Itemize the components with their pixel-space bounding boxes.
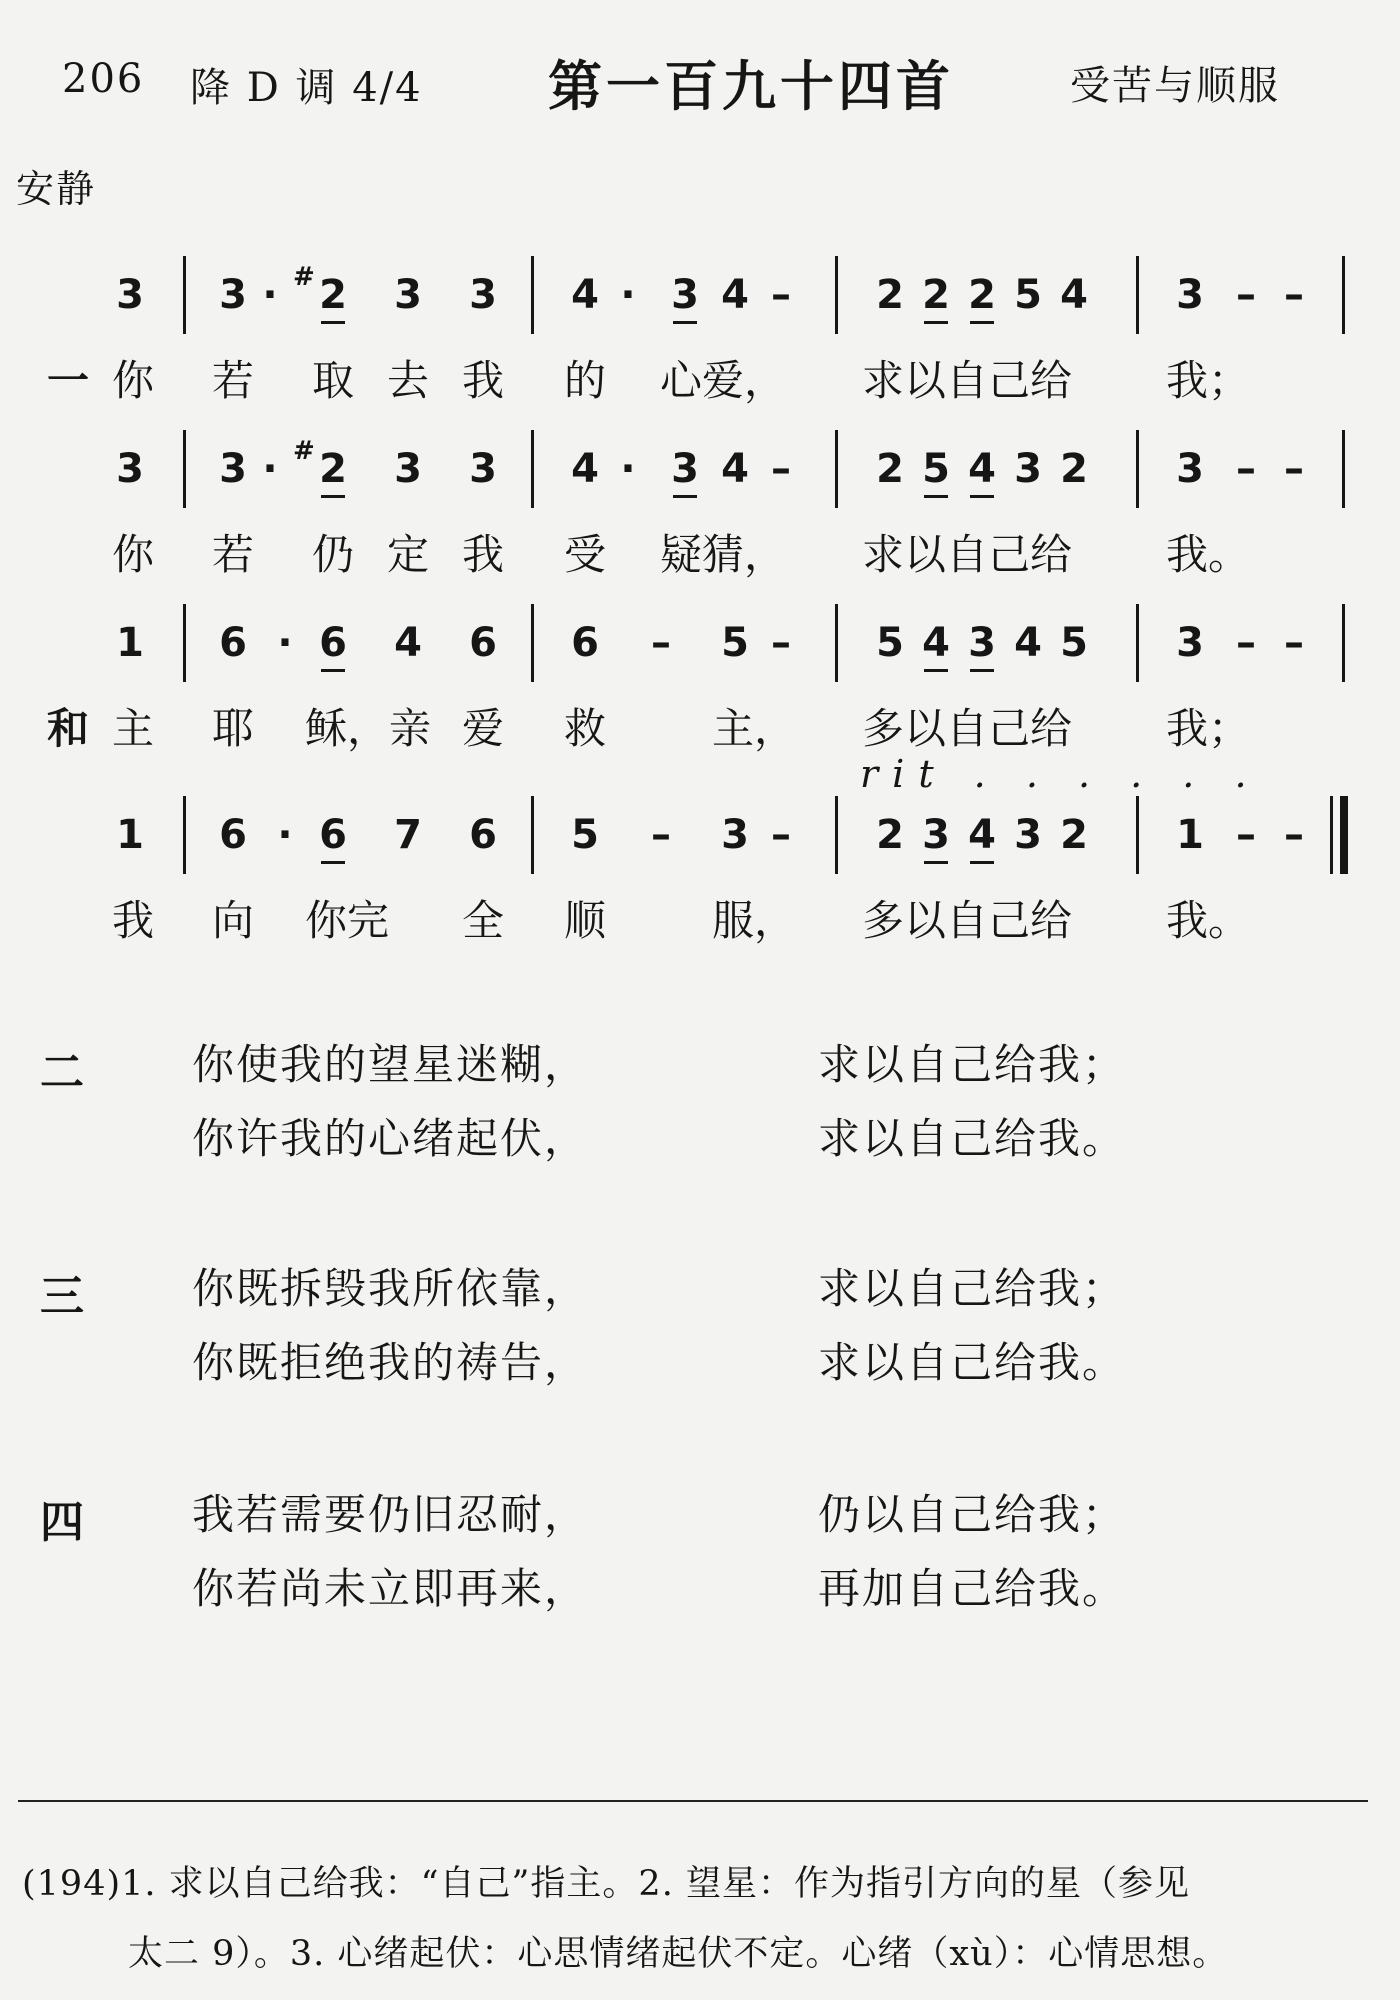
lyric: 你	[111, 356, 154, 405]
lyric: 耶	[211, 704, 254, 753]
note: 3	[1014, 446, 1042, 492]
lyric: 我。	[1166, 896, 1251, 945]
dash: –	[771, 446, 791, 492]
dash: –	[1284, 620, 1304, 666]
note: 3	[914, 812, 958, 858]
lyric: 心爱，	[660, 356, 787, 405]
note: 4	[914, 620, 958, 666]
dot: ·	[620, 446, 636, 492]
note: 2	[876, 446, 904, 492]
note: 2	[1060, 446, 1088, 492]
bar-line	[183, 430, 186, 508]
bar-line	[1342, 430, 1345, 508]
dash: –	[771, 812, 791, 858]
verse-text: 你既拆毁我所依靠，	[192, 1264, 589, 1313]
sharp-sign: #	[293, 436, 315, 466]
lyric: 求以自己给	[862, 530, 1073, 579]
bar-line	[835, 796, 838, 874]
ritardando-marking: rit . . . . . .	[860, 752, 1261, 796]
lyric: 取	[311, 356, 354, 405]
note: 2	[876, 812, 904, 858]
note: 2	[960, 272, 1004, 318]
note: 4	[571, 272, 599, 318]
dash: –	[771, 620, 791, 666]
dash: –	[1236, 620, 1256, 666]
lyric: 我。	[1166, 530, 1251, 579]
note: 6	[219, 620, 247, 666]
lyric: 你完	[305, 896, 390, 945]
note: 5	[914, 446, 958, 492]
bar-line	[1342, 256, 1345, 334]
bar-line	[531, 430, 534, 508]
note: 4	[1060, 272, 1088, 318]
final-bar-line-thick	[1340, 796, 1348, 874]
note: 3	[116, 446, 144, 492]
note: 3	[960, 620, 1004, 666]
lyric: 救	[563, 704, 606, 753]
bar-line	[1342, 604, 1345, 682]
note: 3	[1176, 620, 1204, 666]
dot: ·	[620, 272, 636, 318]
note: 1	[1176, 812, 1204, 858]
note: 2	[876, 272, 904, 318]
lyric: 向	[211, 896, 254, 945]
note: 6	[311, 620, 355, 666]
lyric: 仍	[311, 530, 354, 579]
note: 3	[1176, 272, 1204, 318]
dot: ·	[262, 446, 278, 492]
note: 6	[469, 620, 497, 666]
verse-refrain: 求以自己给我。	[818, 1338, 1127, 1387]
verse-refrain: 求以自己给我；	[818, 1040, 1127, 1089]
note: 5	[876, 620, 904, 666]
lyric: 顺	[563, 896, 606, 945]
note: 7	[394, 812, 422, 858]
lyric: 你	[111, 530, 154, 579]
note: 3	[469, 446, 497, 492]
note: 2	[311, 272, 355, 318]
lyric: 求以自己给	[862, 356, 1073, 405]
lyric: 爱	[461, 704, 504, 753]
note: 3	[219, 446, 247, 492]
note: 4	[721, 272, 749, 318]
note: 3	[394, 272, 422, 318]
note: 2	[1060, 812, 1088, 858]
final-bar-line-thin	[1330, 796, 1333, 874]
lyric: 我；	[1166, 356, 1251, 405]
dot: ·	[277, 812, 293, 858]
note: 4	[571, 446, 599, 492]
bar-line	[1136, 256, 1139, 334]
note: 6	[469, 812, 497, 858]
note: 5	[721, 620, 749, 666]
verse-refrain: 再加自己给我。	[818, 1564, 1127, 1613]
bar-line	[183, 256, 186, 334]
lyric: 的	[563, 356, 606, 405]
dot: ·	[277, 620, 293, 666]
dot: ·	[262, 272, 278, 318]
note: 1	[116, 812, 144, 858]
verse-number: 二	[40, 1047, 84, 1098]
bar-line	[1136, 796, 1139, 874]
page-number: 206	[62, 56, 145, 102]
lyric: 服，	[712, 896, 797, 945]
note: 3	[721, 812, 749, 858]
verse-refrain: 求以自己给我；	[818, 1264, 1127, 1313]
bar-line	[1136, 430, 1139, 508]
sharp-sign: #	[293, 262, 315, 292]
bar-line	[835, 256, 838, 334]
lyric: 我	[461, 530, 504, 579]
note: 3	[469, 272, 497, 318]
dash: –	[1236, 812, 1256, 858]
verse-text: 我若需要仍旧忍耐，	[192, 1490, 589, 1539]
lyric: 我	[111, 896, 154, 945]
key-signature: 降 D 调 4/4	[190, 65, 423, 111]
footnote-line-1: (194)1. 求以自己给我：“自己”指主。2. 望星：作为指引方向的星（参见	[22, 1864, 1190, 1904]
note: 4	[721, 446, 749, 492]
lyric: 主	[111, 704, 154, 753]
dash: –	[1236, 272, 1256, 318]
note: 3	[116, 272, 144, 318]
note: 6	[571, 620, 599, 666]
verse-refrain: 求以自己给我。	[818, 1114, 1127, 1163]
verse-number: 一	[46, 356, 89, 405]
dash: –	[1236, 446, 1256, 492]
verse-number: 四	[40, 1497, 84, 1548]
lyric: 稣，亲	[305, 704, 432, 753]
dash: –	[1284, 446, 1304, 492]
tempo-marking: 安静	[16, 167, 97, 211]
lyric: 若	[211, 530, 254, 579]
lyric: 我	[461, 356, 504, 405]
bar-line	[531, 256, 534, 334]
note: 4	[1014, 620, 1042, 666]
dash: –	[651, 620, 671, 666]
note: 4	[960, 446, 1004, 492]
note: 5	[1060, 620, 1088, 666]
bar-line	[531, 796, 534, 874]
note: 5	[1014, 272, 1042, 318]
lyric: 多以自己给	[862, 704, 1073, 753]
note: 6	[311, 812, 355, 858]
lyric: 主，	[712, 704, 797, 753]
hymn-theme: 受苦与顺服	[1070, 63, 1280, 109]
note: 2	[914, 272, 958, 318]
lyric: 受	[563, 530, 606, 579]
note: 3	[394, 446, 422, 492]
lyric: 若	[211, 356, 254, 405]
bar-line	[835, 604, 838, 682]
chorus-marker: 和	[46, 704, 89, 753]
hymn-title: 第一百九十四首	[548, 55, 954, 118]
note: 3	[663, 446, 707, 492]
note: 2	[311, 446, 355, 492]
note: 3	[663, 272, 707, 318]
dash: –	[1284, 812, 1304, 858]
footnote-line-2: 太二 9）。3. 心绪起伏：心思情绪起伏不定。心绪（xù）：心情思想。	[128, 1934, 1229, 1974]
bar-line	[531, 604, 534, 682]
bar-line	[835, 430, 838, 508]
note: 6	[219, 812, 247, 858]
lyric: 疑猜，	[660, 530, 787, 579]
verse-text: 你若尚未立即再来，	[192, 1564, 589, 1613]
verse-refrain: 仍以自己给我；	[818, 1490, 1127, 1539]
bar-line	[183, 604, 186, 682]
note: 3	[1014, 812, 1042, 858]
lyric: 去	[386, 356, 429, 405]
note: 3	[219, 272, 247, 318]
lyric: 多以自己给	[862, 896, 1073, 945]
footnote-divider	[18, 1800, 1368, 1802]
lyric: 全	[461, 896, 504, 945]
note: 3	[1176, 446, 1204, 492]
dash: –	[771, 272, 791, 318]
note: 5	[571, 812, 599, 858]
dash: –	[651, 812, 671, 858]
dash: –	[1284, 272, 1304, 318]
note: 1	[116, 620, 144, 666]
lyric: 定	[386, 530, 429, 579]
bar-line	[183, 796, 186, 874]
verse-number: 三	[40, 1271, 84, 1322]
note: 4	[960, 812, 1004, 858]
verse-text: 你许我的心绪起伏，	[192, 1114, 589, 1163]
bar-line	[1136, 604, 1139, 682]
note: 4	[394, 620, 422, 666]
verse-text: 你使我的望星迷糊，	[192, 1040, 589, 1089]
verse-text: 你既拒绝我的祷告，	[192, 1338, 589, 1387]
lyric: 我；	[1166, 704, 1251, 753]
